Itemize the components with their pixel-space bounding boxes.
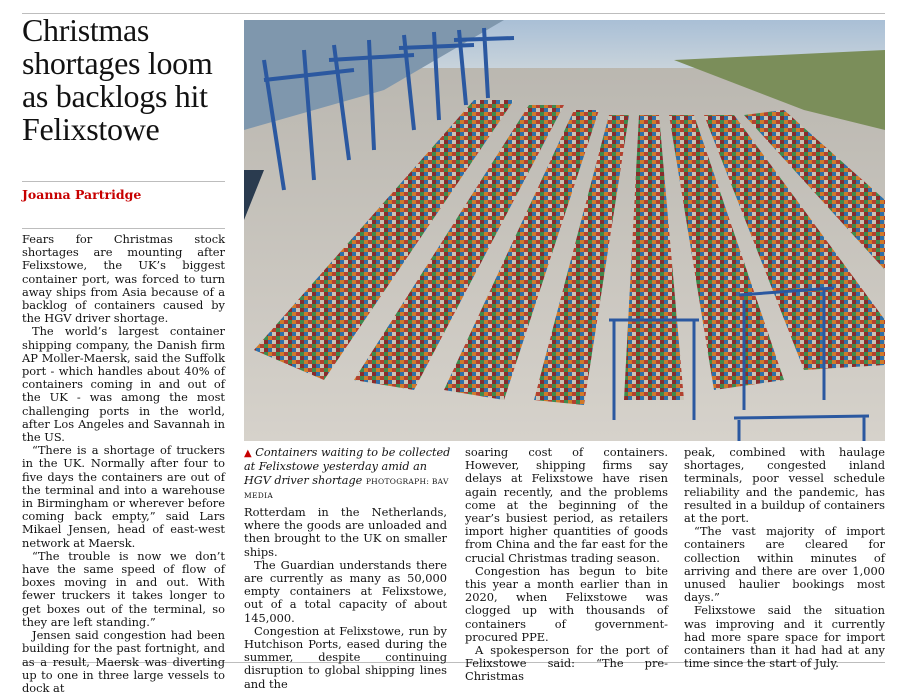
photo-caption bbox=[244, 446, 454, 503]
byline-author[interactable]: Joanna Partridge bbox=[22, 187, 142, 202]
photo-credit: PHOTOGRAPH: BAV MEDIA bbox=[244, 476, 449, 501]
byline-rule bbox=[22, 181, 225, 182]
paragraph: Rotterdam in the Netherlands, where the goods are unloaded and then brought to the UK on smaller ships. bbox=[244, 505, 447, 559]
container-port-aerial-image bbox=[244, 20, 885, 441]
body-rule bbox=[22, 228, 225, 229]
article-photo bbox=[244, 20, 885, 441]
body-column-4 bbox=[684, 446, 885, 670]
body-column-1 bbox=[22, 233, 225, 695]
paragraph: Fears for Christmas stock shortages are mounting after Felixstowe, the UK’s biggest container port, was forced to turn away ships from Asia because of a backlog of containers caused by the HGV driver shortage. bbox=[22, 232, 225, 326]
body-column-2 bbox=[244, 506, 447, 691]
paragraph: “There is a shortage of truckers in the UK. Normally after four to five days the containers are out of the terminal and into a warehouse in Birmingham or wherever before coming back empty,” said Lars Mikael Jensen, head of east-west network at Maersk. bbox=[22, 443, 225, 550]
paragraph: “The vast majority of import containers are cleared for collection within minutes of arriving and there are over 1,000 unused haulier bookings most days.” bbox=[684, 524, 885, 605]
paragraph: “The trouble is now we don’t have the same speed of flow of boxes moving in and out. With fewer truckers it takes longer to get boxes out of the terminal, so they are left standing.” bbox=[22, 548, 225, 629]
paragraph: Congestion has begun to bite this year a month earlier than in 2020, when Felixstowe was clogged up with thousands of containers of government-procured PPE. bbox=[465, 563, 668, 644]
headline: Christmas shortages loom as backlogs hit Felixstowe bbox=[22, 12, 213, 147]
paragraph: Felixstowe said the situation was improving and it currently had more spare space for import containers than it had had at any time since the start of July. bbox=[684, 603, 885, 671]
paragraph: Jensen said congestion had been building for the past fortnight, and as a result, Maersk was diverting up to one in three large vessels to dock at bbox=[22, 628, 225, 695]
body-column-3 bbox=[465, 446, 668, 684]
paragraph: The Guardian understands there are currently as many as 50,000 empty containers at Felixstowe, out of a total capacity of about 145,000. bbox=[244, 557, 447, 625]
paragraph: Congestion at Felixstowe, run by Hutchison Ports, eased during the summer, despite continuing disruption to global shipping lines and the bbox=[244, 623, 447, 691]
caption-text: Containers waiting to be collected at Felixstowe yesterday amid an HGV driver shortage bbox=[244, 446, 451, 487]
paragraph: The world’s largest container shipping company, the Danish firm AP Moller-Maersk, said the Suffolk port - which handles about 40% of containers coming in and out of the UK - was among the most challenging ports in the world, after Los Angeles and Savannah in the US. bbox=[22, 324, 225, 445]
paragraph: peak, combined with haulage shortages, congested inland terminals, poor vessel schedule reliability and the pandemic, has resulted in a buildup of containers at the port. bbox=[684, 445, 885, 526]
paragraph: A spokesperson for the port of Felixstowe said: “The pre-Christmas bbox=[465, 643, 668, 684]
caption-triangle-icon: ▲ bbox=[244, 448, 252, 459]
paragraph: soaring cost of containers. However, shipping firms say delays at Felixstowe have risen again recently, and the problems come at the beginning of the year’s busiest period, as retailers import higher quantities of goods from China and the far east for the crucial Christmas trading season. bbox=[465, 445, 668, 565]
